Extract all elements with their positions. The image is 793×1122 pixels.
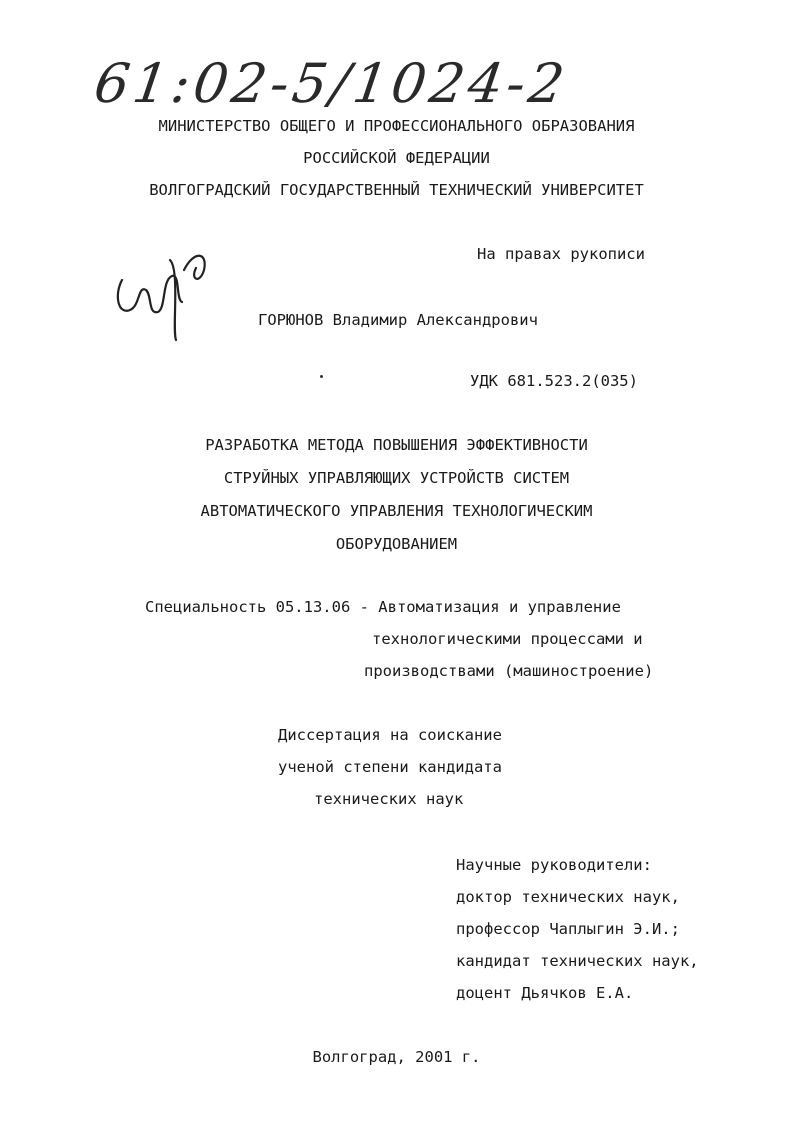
specialty-line-2: технологическими процессами и (372, 630, 643, 648)
manuscript-rights: На правах рукописи (477, 245, 645, 263)
supervisor-2-degree: кандидат технических наук, (456, 952, 699, 970)
title-line-3: АВТОМАТИЧЕСКОГО УПРАВЛЕНИЯ ТЕХНОЛОГИЧЕСКИМ (200, 502, 593, 520)
dissertation-line-1: Диссертация на соискание (278, 726, 502, 744)
institution-line-1: МИНИСТЕРСТВО ОБЩЕГО И ПРОФЕССИОНАЛЬНОГО ОБРАЗОВАНИЯ (158, 117, 635, 135)
title-line-2: СТРУЙНЫХ УПРАВЛЯЮЩИХ УСТРОЙСТВ СИСТЕМ (223, 469, 570, 487)
dissertation-line-3: технических наук (314, 790, 464, 808)
title-line-4: ОБОРУДОВАНИЕМ (335, 535, 458, 553)
specialty-line-1: Специальность 05.13.06 - Автоматизация и управление (145, 598, 621, 616)
institution-line-3: ВОЛГОГРАДСКИЙ ГОСУДАРСТВЕННЫЙ ТЕХНИЧЕСКИЙ УНИВЕРСИТЕТ (149, 181, 644, 199)
supervisor-2-name: доцент Дьячков Е.А. (456, 984, 634, 1002)
supervisor-1-degree: доктор технических наук, (456, 888, 680, 906)
supervisor-1-name: профессор Чаплыгин Э.И.; (456, 920, 680, 938)
dissertation-line-2: ученой степени кандидата (278, 758, 502, 776)
signature (110, 240, 220, 350)
stray-dot (320, 375, 323, 378)
supervisors-heading: Научные руководители: (456, 856, 652, 874)
title-line-1: РАЗРАБОТКА МЕТОДА ПОВЫШЕНИЯ ЭФФЕКТИВНОСТИ (205, 436, 588, 454)
institution-line-2: РОССИЙСКОЙ ФЕДЕРАЦИИ (303, 149, 490, 167)
udk-code: УДК 681.523.2(035) (470, 372, 638, 390)
place-year: Волгоград, 2001 г. (312, 1048, 481, 1066)
specialty-line-3: производствами (машиностроение) (364, 662, 654, 680)
archive-code-handwritten: 61:02-5/1024-2 (90, 52, 572, 115)
author-name: ГОРЮНОВ Владимир Александрович (258, 311, 538, 329)
